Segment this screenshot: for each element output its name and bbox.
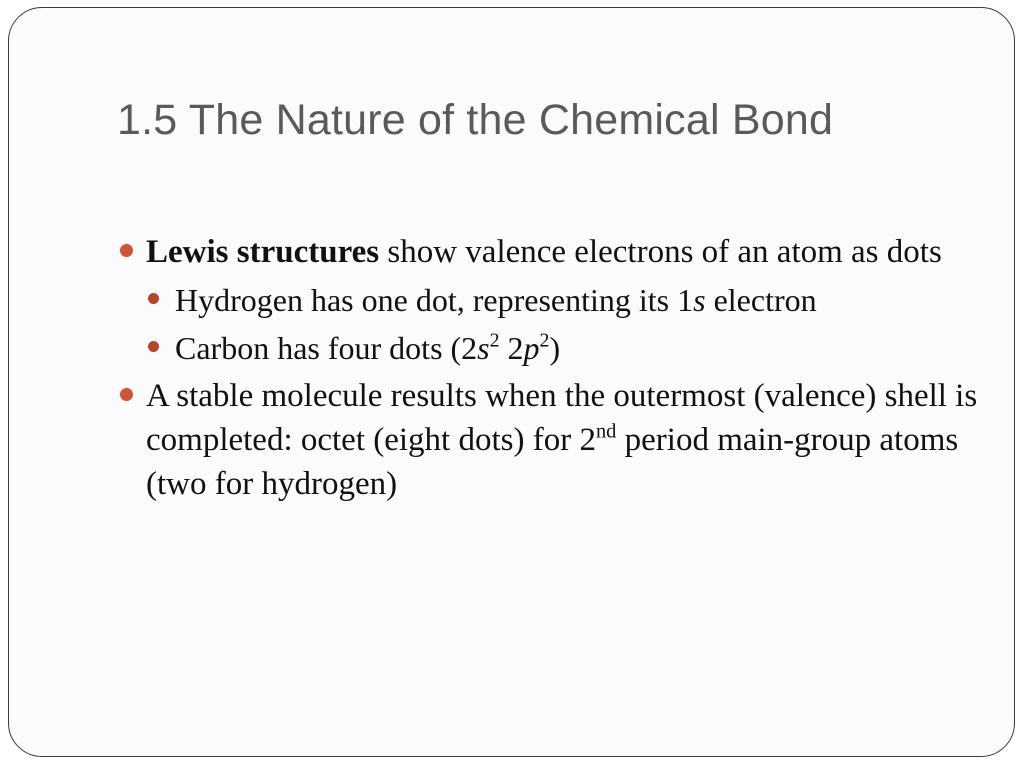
bullet-dot-icon	[148, 341, 159, 352]
orbital-text: 2	[499, 330, 524, 366]
superscript: nd	[595, 420, 617, 443]
sub-bullet-text: Carbon has four dots (2	[175, 330, 478, 366]
superscript: 2	[539, 329, 550, 352]
orbital-s: s	[693, 282, 706, 318]
close-paren: )	[549, 330, 561, 366]
slide-title: 1.5 The Nature of the Chemical Bond	[117, 96, 834, 144]
bullet-dot-icon	[148, 293, 159, 304]
sub-bullet-hydrogen	[146, 278, 987, 322]
slide-body	[117, 230, 987, 510]
slide-frame	[8, 7, 1015, 757]
superscript: 2	[489, 329, 500, 352]
orbital-s: s	[477, 330, 490, 366]
bullet-dot-icon	[120, 388, 133, 401]
bullet-text: A stable molecule results when the outermost (valence) shell is completed: octet (eight dots) for 2	[146, 378, 978, 458]
sub-bullet-carbon	[146, 326, 987, 370]
bold-term: Lewis structures	[146, 234, 380, 270]
orbital-p: p	[523, 330, 540, 366]
bullet-text: show valence electrons of an atom as dots	[379, 234, 942, 270]
sub-bullet-tail: electron	[705, 282, 817, 318]
bullet-lewis-structures	[117, 230, 987, 274]
bullet-tail: period main-group atoms (two for hydrogen)	[146, 422, 959, 502]
sub-bullet-text: Hydrogen has one dot, representing its 1	[175, 282, 694, 318]
bullet-dot-icon	[120, 244, 133, 257]
bullet-stable-molecule	[117, 374, 987, 506]
